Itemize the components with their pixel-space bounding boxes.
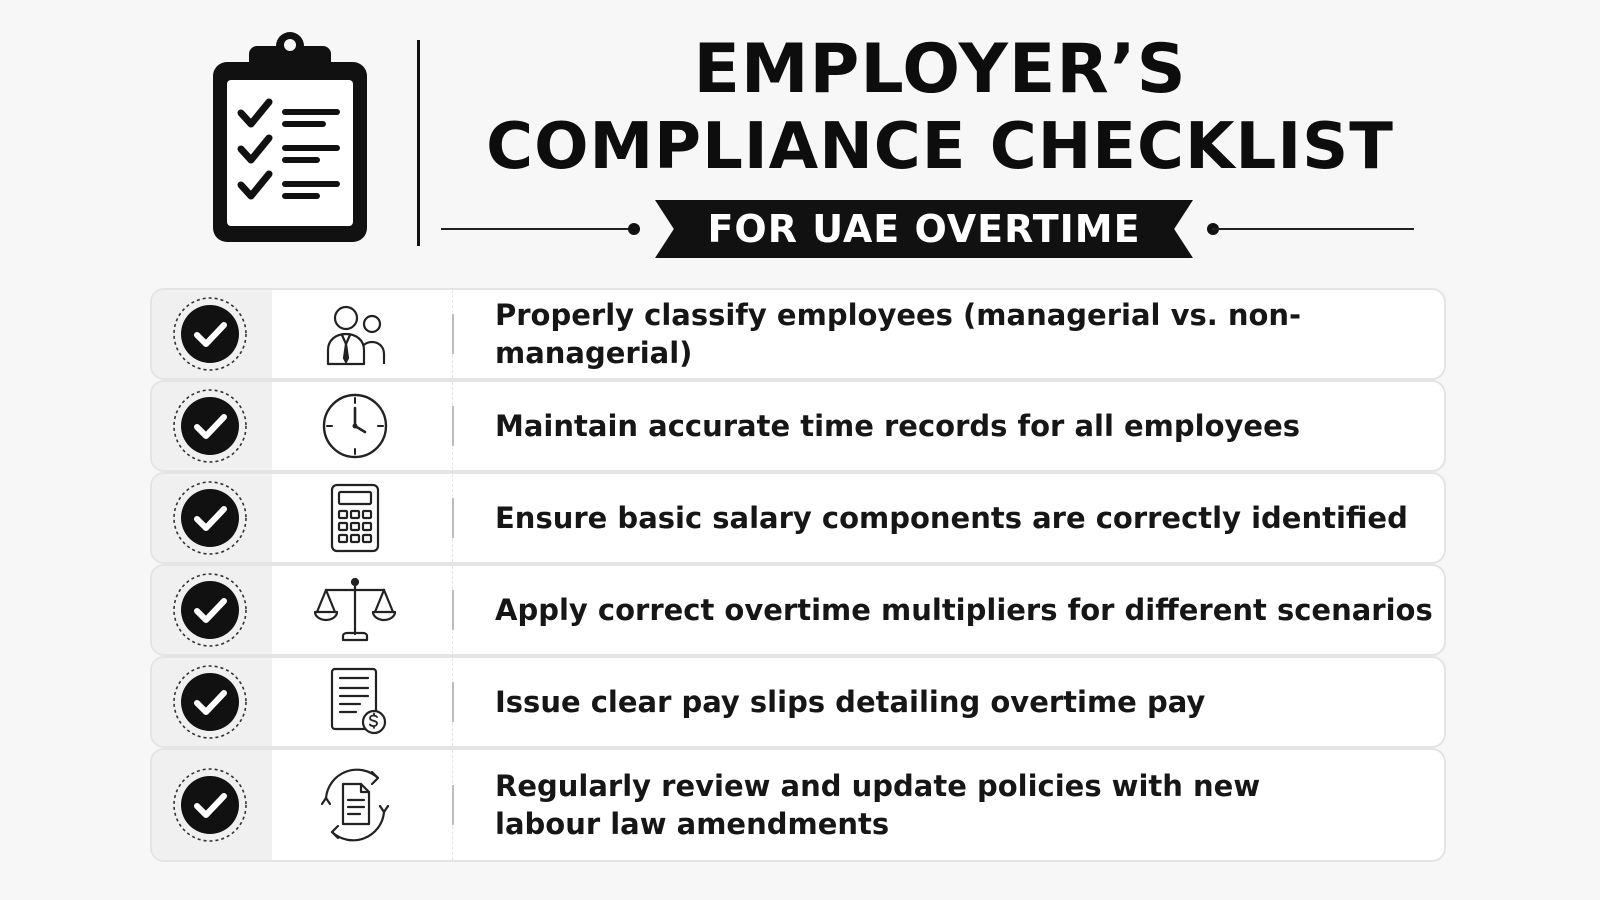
checklist-item (150, 656, 1446, 748)
check-circle-icon (172, 296, 248, 372)
page-title-line-1: EMPLOYER’S (693, 30, 1187, 109)
check-circle-icon (172, 572, 248, 648)
checklist-item (150, 748, 1446, 862)
checklist-item (150, 472, 1446, 564)
checklist-item (150, 564, 1446, 656)
checklist-item-text-line-1: Regularly review and update policies with new (495, 769, 1261, 803)
check-circle-icon (172, 388, 248, 464)
scales-icon (310, 574, 400, 646)
subtitle-dot-left (628, 223, 640, 235)
row-separator (452, 590, 454, 630)
subtitle-text: FOR UAE OVERTIME (707, 207, 1141, 251)
checklist-item-text: Ensure basic salary components are correctly identified (495, 501, 1408, 535)
checklist-item (150, 380, 1446, 472)
check-circle-icon (172, 480, 248, 556)
row-separator (452, 498, 454, 538)
row-separator (452, 682, 454, 722)
check-circle-icon (172, 767, 248, 843)
document-refresh-icon (310, 760, 400, 850)
pay-slip-icon (310, 666, 400, 738)
employees-icon (310, 298, 400, 370)
clock-icon (310, 390, 400, 462)
checklist-item-text: Maintain accurate time records for all employees (495, 409, 1301, 443)
checklist-item-text: Issue clear pay slips detailing overtime pay (495, 685, 1206, 719)
checklist-item-text-line-2: labour law amendments (495, 807, 890, 841)
clipboard-checklist-icon (205, 28, 375, 253)
checklist-item-text: Apply correct overtime multipliers for different scenarios (495, 593, 1433, 627)
subtitle-rule-left (441, 228, 630, 230)
checklist (150, 288, 1446, 862)
subtitle-rule-right (1212, 228, 1414, 230)
checklist-item (150, 288, 1446, 380)
row-separator (452, 785, 454, 825)
row-separator (452, 314, 454, 354)
row-separator (452, 406, 454, 446)
header-divider (417, 40, 420, 246)
checklist-item-text (495, 750, 1435, 860)
checklist-item-text: Properly classify employees (managerial vs. non-managerial) (495, 298, 1302, 370)
page-title-line-2: COMPLIANCE CHECKLIST (486, 110, 1394, 184)
calculator-icon (310, 482, 400, 554)
header (0, 0, 1600, 280)
check-circle-icon (172, 664, 248, 740)
